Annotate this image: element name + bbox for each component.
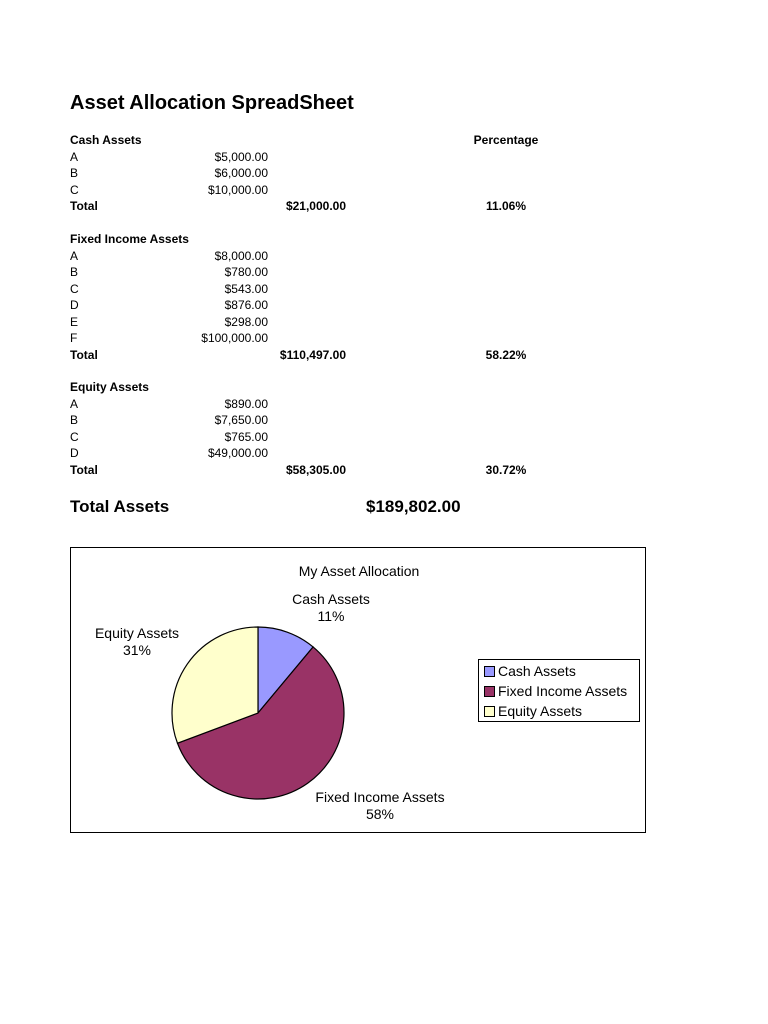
cash-row-value: $6,000.00 [214,166,268,180]
equity-row-value: $890.00 [224,396,268,411]
slice-label-equity-name: Equity Assets [94,625,180,641]
equity-total-value: $58,305.00 [285,462,346,477]
chart-title: My Asset Allocation [298,563,420,579]
equity-percentage: 30.72% [485,462,527,477]
cash-section-header: Cash Assets [70,133,142,147]
fixed-row-value: $780.00 [224,265,268,279]
cash-total-value: $21,000.00 [285,199,346,213]
percentage-header: Percentage [473,133,539,147]
slice-label-equity [77,625,197,659]
slice-label-fixed [300,789,460,823]
page-title: Asset Allocation SpreadSheet [70,92,354,114]
legend-swatch-fixed [484,686,495,697]
fixed-total-label: Total [70,347,98,362]
equity-row-label: C [70,429,79,444]
cash-percentage: 11.06% [485,199,527,213]
legend-item-fixed [484,681,639,701]
slice-label-fixed-pct: 58% [365,806,395,822]
pie-chart [70,547,646,833]
legend-item-equity [484,701,639,721]
equity-row-label: B [70,413,79,427]
slice-label-equity-pct: 31% [122,642,152,658]
fixed-row-value: $298.00 [224,314,268,329]
grand-total-label: Total Assets [70,497,170,516]
legend-label-fixed: Fixed Income Assets [498,683,628,699]
cash-total-label: Total [70,199,98,213]
fixed-row-label: F [70,331,78,345]
cash-row-value: $5,000.00 [214,149,268,164]
legend-label-cash: Cash Assets [498,663,576,679]
fixed-section-header: Fixed Income Assets [70,232,189,246]
slice-label-cash-pct: 11% [317,608,345,624]
equity-section-header: Equity Assets [70,380,149,394]
chart-legend [478,659,640,722]
cash-row-label: A [70,149,79,164]
legend-swatch-cash [484,666,495,677]
cash-row-label: C [70,182,79,197]
fixed-row-label: C [70,281,79,296]
fixed-row-value: $543.00 [224,281,268,296]
cash-row-label: B [70,166,79,180]
equity-row-label: A [70,396,79,411]
fixed-row-value: $100,000.00 [201,331,268,345]
fixed-row-value: $876.00 [224,298,268,312]
fixed-row-label: E [70,314,79,329]
legend-swatch-equity [484,706,495,717]
fixed-total-value: $110,497.00 [279,347,346,362]
cash-row-value: $10,000.00 [207,182,268,197]
legend-item-cash [484,661,639,681]
equity-row-value: $7,650.00 [214,413,268,427]
fixed-row-label: A [70,248,79,263]
equity-row-value: $765.00 [224,429,268,444]
slice-label-fixed-name: Fixed Income Assets [315,789,445,805]
equity-row-label: D [70,446,79,460]
fixed-row-value: $8,000.00 [214,248,268,263]
grand-total-value: $189,802.00 [366,497,461,516]
equity-total-label: Total [70,462,98,477]
fixed-percentage: 58.22% [485,347,527,362]
legend-label-equity: Equity Assets [498,703,583,719]
equity-row-value: $49,000.00 [207,446,268,460]
slice-label-cash [271,591,391,625]
fixed-row-label: D [70,298,79,312]
slice-label-cash-name: Cash Assets [292,591,370,607]
fixed-row-label: B [70,265,79,279]
